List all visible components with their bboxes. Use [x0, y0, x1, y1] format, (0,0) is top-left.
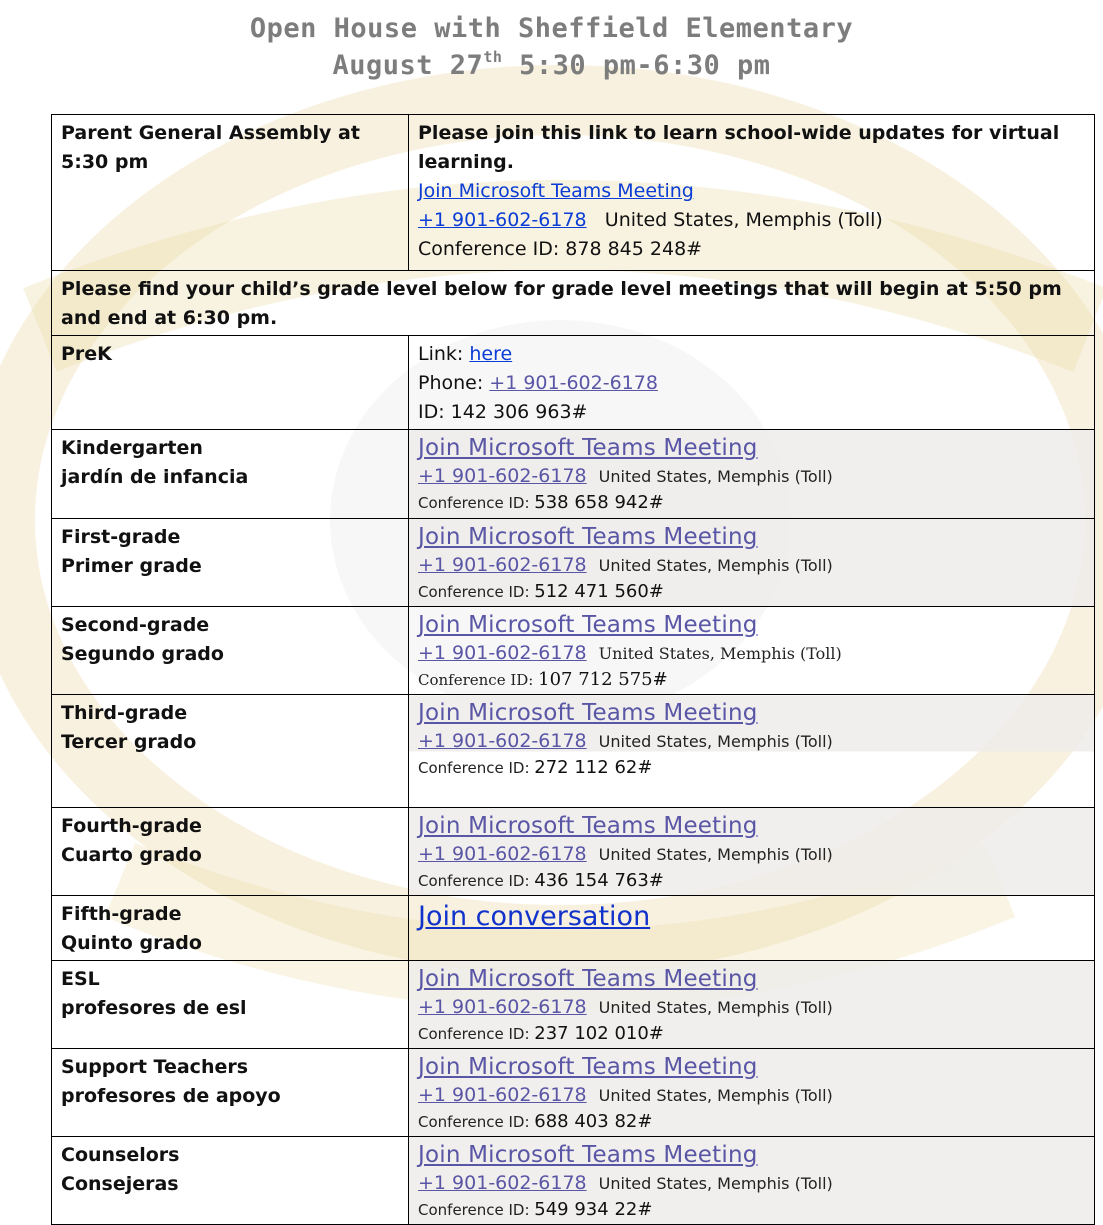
grade-row — [52, 607, 1095, 695]
conference-id — [418, 580, 1086, 604]
grade-label — [52, 430, 409, 519]
title-date-suffix: th — [483, 48, 503, 66]
conference-label: Conference ID: — [418, 759, 535, 777]
phone-location: United States, Memphis (Toll) — [598, 1086, 833, 1105]
grade-label — [52, 519, 409, 607]
teams-meeting-link[interactable]: Join Microsoft Teams Meeting — [418, 612, 758, 638]
grade-label — [52, 336, 409, 430]
grade-name-es: Segundo grado — [61, 643, 224, 665]
grade-row — [52, 1049, 1095, 1137]
grade-name-en: Second-grade — [61, 614, 210, 636]
grade-name-es: Primer grade — [61, 555, 202, 577]
conference-label: Conference ID: — [418, 1025, 535, 1043]
grade-name-en: Counselors — [61, 1144, 180, 1166]
meeting-details — [409, 808, 1095, 896]
meeting-details — [409, 961, 1095, 1049]
prek-details — [409, 336, 1095, 430]
grade-name-es: jardín de infancia — [61, 466, 249, 488]
conference-label: Conference ID: — [418, 671, 539, 689]
conference-label: Conference ID: — [418, 494, 535, 512]
grade-name-en: PreK — [61, 343, 112, 365]
grade-row — [52, 430, 1095, 519]
conference-number: 237 102 010# — [534, 1023, 664, 1044]
assembly-teams-link[interactable]: Join Microsoft Teams Meeting — [418, 180, 694, 202]
conference-label: Conference ID: — [418, 583, 535, 601]
assembly-row — [52, 115, 1095, 271]
title-time: 5:30 pm-6:30 pm — [502, 50, 771, 81]
grade-label — [52, 808, 409, 896]
conference-label: Conference ID: — [418, 1201, 535, 1219]
phone-line — [418, 640, 1086, 668]
assembly-location: United States, Memphis (Toll) — [604, 209, 883, 231]
phone-line — [418, 841, 1086, 869]
teams-meeting-link[interactable]: Join Microsoft Teams Meeting — [418, 524, 758, 550]
grade-name-en: Support Teachers — [61, 1056, 249, 1078]
phone-link[interactable]: +1 901-602-6178 — [418, 642, 587, 664]
grade-row — [52, 961, 1095, 1049]
prek-link[interactable]: here — [469, 343, 513, 365]
phone-link[interactable]: +1 901-602-6178 — [418, 996, 587, 1018]
conference-label: Conference ID: — [418, 872, 535, 890]
phone-link[interactable]: +1 901-602-6178 — [418, 554, 587, 576]
grade-name-es: Cuarto grado — [61, 844, 202, 866]
phone-line — [418, 552, 1086, 580]
phone-line — [418, 994, 1086, 1022]
conference-number: 272 112 62# — [534, 757, 653, 778]
grade-name-es: profesores de apoyo — [61, 1085, 281, 1107]
phone-link[interactable]: +1 901-602-6178 — [418, 843, 587, 865]
assembly-details — [409, 115, 1095, 271]
conference-number: 107 712 575# — [538, 669, 668, 690]
conference-id — [418, 491, 1086, 515]
meeting-details — [409, 607, 1095, 695]
meeting-details — [409, 896, 1095, 961]
grade-name-en: Third-grade — [61, 702, 188, 724]
phone-line — [418, 1170, 1086, 1198]
teams-meeting-link[interactable]: Join Microsoft Teams Meeting — [418, 1054, 758, 1080]
phone-line — [418, 463, 1086, 491]
grade-row — [52, 1137, 1095, 1225]
conference-id — [418, 869, 1086, 893]
conference-number: 512 471 560# — [534, 581, 664, 602]
grade-name-es: Quinto grado — [61, 932, 202, 954]
assembly-conference-id: Conference ID: 878 845 248# — [418, 238, 703, 260]
assembly-phone-link[interactable]: +1 901-602-6178 — [418, 209, 587, 231]
meeting-details — [409, 1137, 1095, 1225]
phone-location: United States, Memphis (Toll) — [598, 467, 833, 486]
grade-name-en: ESL — [61, 968, 100, 990]
grade-row — [52, 695, 1095, 808]
assembly-label: Parent General Assembly at 5:30 pm — [52, 115, 409, 271]
phone-link[interactable]: +1 901-602-6178 — [418, 465, 587, 487]
page-title — [0, 10, 1103, 84]
grade-label — [52, 607, 409, 695]
grade-name-en: Fourth-grade — [61, 815, 202, 837]
teams-meeting-link[interactable]: Join Microsoft Teams Meeting — [418, 813, 758, 839]
phone-location: United States, Memphis (Toll) — [598, 998, 833, 1017]
join-conversation-link[interactable]: Join conversation — [418, 901, 651, 932]
title-line-1: Open House with Sheffield Elementary — [249, 13, 854, 44]
grade-label — [52, 896, 409, 961]
prek-link-label: Link: — [418, 343, 470, 365]
meeting-details — [409, 519, 1095, 607]
phone-location: United States, Memphis (Toll) — [598, 644, 842, 663]
teams-meeting-link[interactable]: Join Microsoft Teams Meeting — [418, 435, 758, 461]
grade-note: Please find your child’s grade level below for grade level meetings that will begin at 5:50 pm and end at 6:30 pm. — [52, 271, 1095, 336]
grade-note-row — [52, 271, 1095, 336]
assembly-intro: Please join this link to learn school-wide updates for virtual learning. — [418, 122, 1060, 173]
conference-number: 688 403 82# — [534, 1111, 653, 1132]
conference-number: 549 934 22# — [534, 1199, 653, 1220]
phone-location: United States, Memphis (Toll) — [598, 845, 833, 864]
grade-name-en: First-grade — [61, 526, 181, 548]
meeting-details — [409, 430, 1095, 519]
conference-id — [418, 1110, 1086, 1134]
conference-label: Conference ID: — [418, 1113, 535, 1131]
grade-row — [52, 896, 1095, 961]
phone-location: United States, Memphis (Toll) — [598, 1174, 833, 1193]
title-line-2 — [0, 48, 1103, 84]
grade-row — [52, 519, 1095, 607]
title-date: August 27 — [332, 50, 484, 81]
prek-phone-link[interactable]: +1 901-602-6178 — [489, 372, 658, 394]
teams-meeting-link[interactable]: Join Microsoft Teams Meeting — [418, 1142, 758, 1168]
grade-label — [52, 695, 409, 808]
conference-number: 436 154 763# — [534, 870, 664, 891]
grade-row — [52, 336, 1095, 430]
phone-line — [418, 1082, 1086, 1110]
phone-location: United States, Memphis (Toll) — [598, 556, 833, 575]
grade-name-es: profesores de esl — [61, 997, 247, 1019]
prek-id: ID: 142 306 963# — [418, 401, 588, 423]
grade-label — [52, 961, 409, 1049]
grade-name-es: Consejeras — [61, 1173, 179, 1195]
meeting-details — [409, 1049, 1095, 1137]
grade-name-es: Tercer grado — [61, 731, 197, 753]
conference-number: 538 658 942# — [534, 492, 664, 513]
conference-id — [418, 1022, 1086, 1046]
phone-link[interactable]: +1 901-602-6178 — [418, 1172, 587, 1194]
phone-link[interactable]: +1 901-602-6178 — [418, 1084, 587, 1106]
conference-id — [418, 668, 1086, 692]
conference-id — [418, 1198, 1086, 1222]
grade-name-en: Fifth-grade — [61, 903, 182, 925]
teams-meeting-link[interactable]: Join Microsoft Teams Meeting — [418, 966, 758, 992]
phone-line — [418, 728, 1086, 756]
conference-id — [418, 756, 1086, 780]
meeting-schedule-table — [51, 114, 1095, 1225]
prek-phone-label: Phone: — [418, 372, 490, 394]
grade-row — [52, 808, 1095, 896]
meeting-details — [409, 695, 1095, 808]
teams-meeting-link[interactable]: Join Microsoft Teams Meeting — [418, 700, 758, 726]
grade-name-en: Kindergarten — [61, 437, 203, 459]
grade-label — [52, 1137, 409, 1225]
grade-label — [52, 1049, 409, 1137]
phone-link[interactable]: +1 901-602-6178 — [418, 730, 587, 752]
phone-location: United States, Memphis (Toll) — [598, 732, 833, 751]
